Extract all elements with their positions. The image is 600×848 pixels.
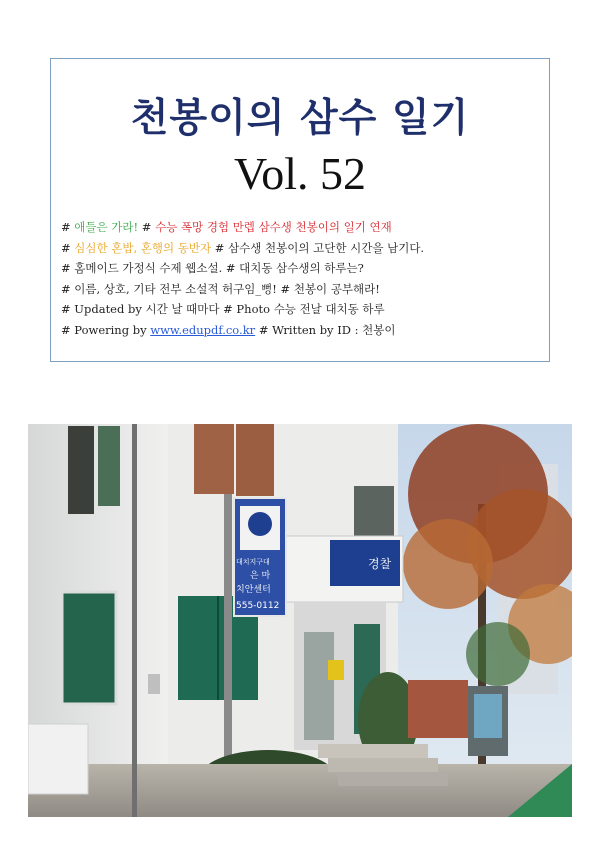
police-box-sign: 대치지구대: [236, 558, 270, 566]
written-by: # Written by ID : 천봉이: [258, 322, 396, 337]
hashtag-line-2: [61, 238, 546, 259]
hashtag-line-4: # 이름, 상호, 기타 전부 소설적 허구임_뻥! # 천봉이 공부해라!: [61, 281, 380, 296]
page-title: 천봉이의 삼수 일기: [130, 96, 470, 141]
powering-prefix: # Powering by: [61, 322, 151, 337]
hashtag-companion: 심심한 혼밥, 혼행의 동반자: [74, 240, 212, 255]
hash-mark: #: [141, 220, 152, 234]
hashtag-line-3: # 홈메이드 가정식 수제 웹소설. # 대치동 삼수생의 하루는?: [61, 261, 364, 275]
police-sign-text: 경찰: [368, 557, 392, 571]
hashtag-line-5: # Updated by 시간 날 때마다 # Photo 수능 전날 대치동 하루: [61, 302, 385, 316]
hashtag-hard-time: # 삼수생 천봉이의 고단한 시간을 남기다.: [214, 240, 425, 255]
hashtag-block: [61, 217, 546, 340]
hash-mark: #: [61, 220, 71, 234]
dental-sign-top: 은 마: [250, 571, 271, 581]
street-photo: [28, 424, 572, 817]
dental-sign: 치안센터: [236, 585, 271, 595]
hash-mark: #: [61, 240, 71, 255]
hashtag-series-intro: 수능 폭망 경험 만렙 삼수생 천봉이의 일기 연재: [155, 220, 392, 234]
hashtag-kids-go-away: 애들은 가라!: [74, 220, 139, 234]
edupdf-link[interactable]: www.edupdf.co.kr: [150, 322, 256, 337]
police-station-photo: [28, 424, 572, 817]
volume-number: Vol. 52: [233, 148, 367, 199]
hashtag-line-1: [61, 217, 546, 238]
cover-box: [50, 58, 550, 362]
hashtag-line-6: [61, 320, 546, 341]
phone-sign: 555-0112: [236, 601, 280, 611]
